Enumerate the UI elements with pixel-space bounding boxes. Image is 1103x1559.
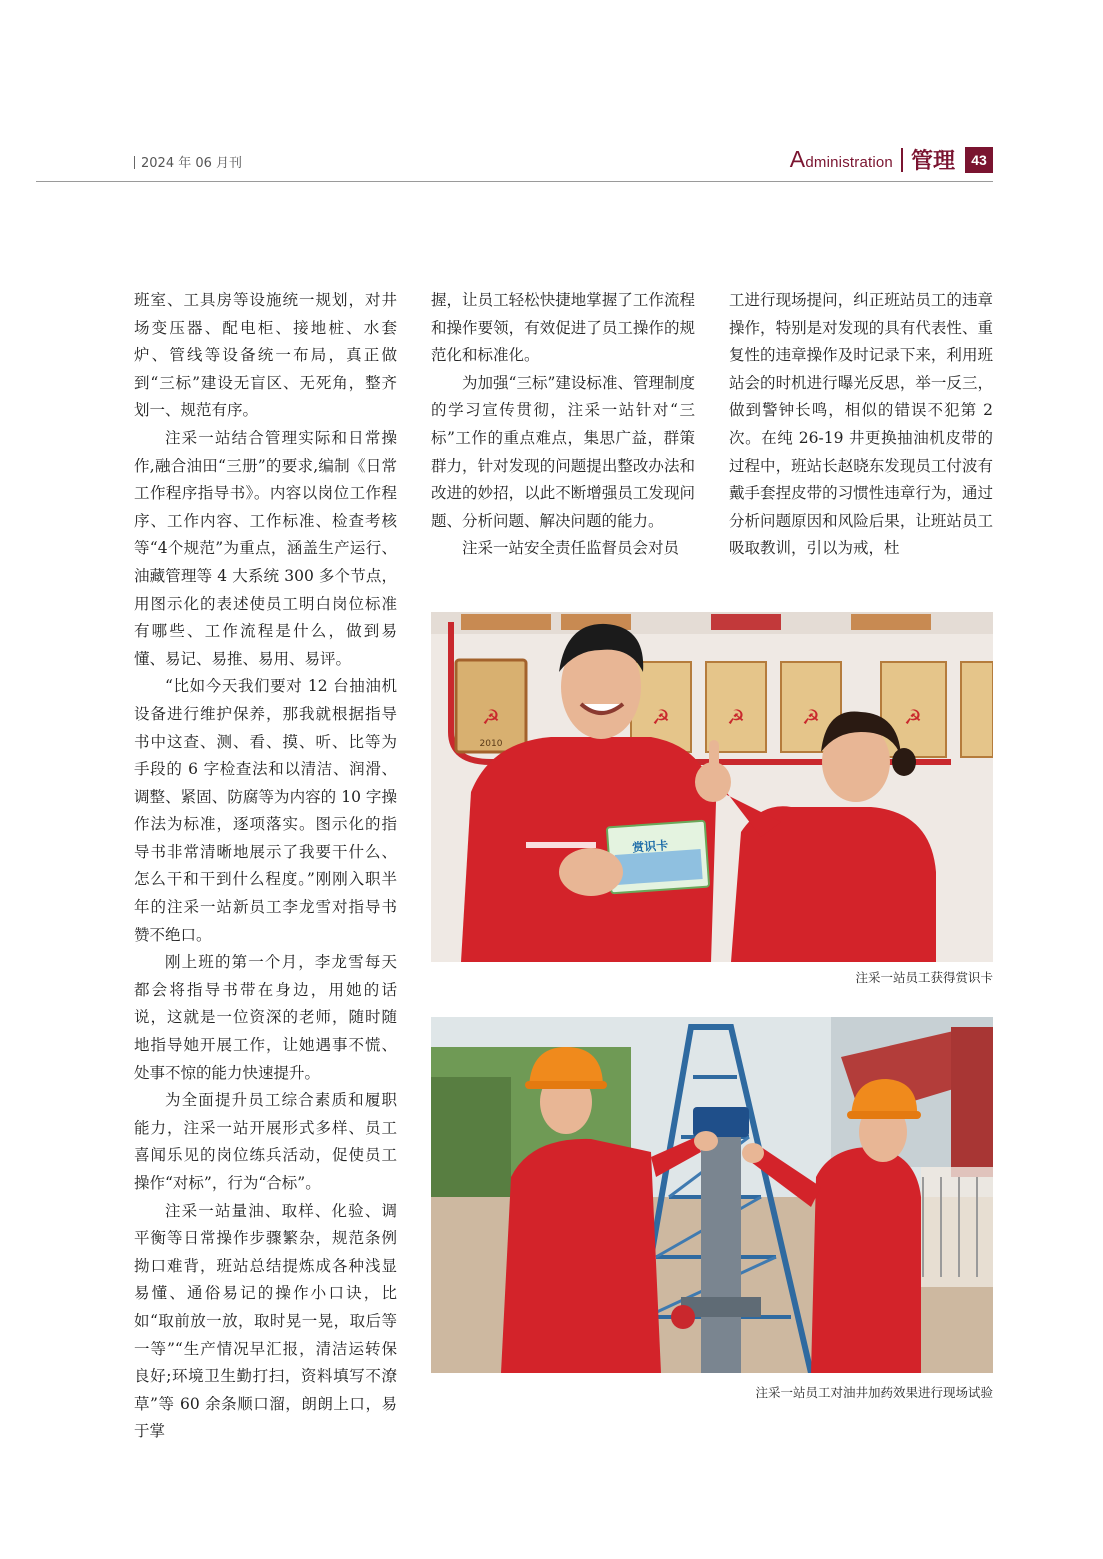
section-title-cn: 管理: [910, 149, 955, 174]
svg-text:☭: ☭: [904, 705, 922, 729]
paragraph: 刚上班的第一个月，李龙雪每天都会将指导书带在身边，用她的话说，这就是一位资深的老师，随时随地指导她开展工作，让她遇事不慌、处事不惊的能力快速提升。: [134, 953, 397, 1082]
paragraph: 工进行现场提问，纠正班站员工的违章操作，特别是对发现的具有代表性、重复性的违章操作及时记录下来，利用班站会的时机进行曝光反思，举一反三，做到警钟长鸣，相似的错误不犯第 2 次。在纯 26-19 井更换抽油机皮带的过程中，班站长赵晓东发现员工付波有戴手套捏皮带的习惯性违章行为，通过分析问题原因和风险后果，让班站员工吸取教训，引以为戒，杜: [729, 291, 993, 558]
text-column-1: [134, 287, 397, 1446]
page-number: 43: [965, 147, 993, 173]
photo-oil-well-test-illustration: [431, 1017, 993, 1373]
issue-label: 2024 年 06 月刊: [141, 156, 243, 171]
paragraph: 为全面提升员工综合素质和履职能力，注采一站开展形式多样、员工喜闻乐见的岗位练兵活动，促使员工操作“对标”，行为“合标”。: [134, 1091, 397, 1192]
photo-appreciation-card-illustration: [431, 612, 993, 962]
issue-divider: [134, 156, 135, 169]
paragraph: 注采一站量油、取样、化验、调平衡等日常操作步骤繁杂，规范条例拗口难背，班站总结提炼成各种浅显易懂、通俗易记的操作小口诀，比如“取前放一放，取时晃一晃，取后等一等”“生产情况早汇报，清洁运转保良好;环境卫生勤打扫，资料填写不潦草”等 60 余条顺口溜，朗朗上口，易于掌: [134, 1201, 397, 1441]
photo-caption-1: 注采一站员工获得赏识卡: [855, 970, 993, 985]
text-column-3: [729, 287, 993, 563]
paragraph: “比如今天我们要对 12 台抽油机设备进行维护保养，那我就根据指导书中这查、测、看、摸、听、比等为手段的 6 字检查法和以清洁、润滑、调整、紧固、防腐等为内容的 10 字操作法为标准，逐项落实。图示化的指导书非常清晰地展示了我要干什么、怎么干和干到什么程度。”刚刚入职半年的注采一站新员工李龙雪对指导书赞不绝口。: [134, 677, 397, 944]
svg-text:☭: ☭: [482, 705, 500, 729]
text-column-2: [431, 287, 695, 563]
svg-text:☭: ☭: [802, 705, 820, 729]
plaque-year: 2010: [479, 739, 503, 749]
svg-text:☭: ☭: [727, 705, 745, 729]
photo-caption-2: 注采一站员工对油井加药效果进行现场试验: [755, 1385, 993, 1400]
section-title-en-rest: dministration: [805, 154, 893, 171]
paragraph: 注采一站安全责任监督员会对员: [462, 539, 680, 558]
photo-oil-well-test: [431, 1017, 993, 1373]
section-title-en: [790, 146, 893, 173]
section-brand: [790, 144, 993, 175]
section-title-en-cap: A: [789, 146, 806, 172]
photo-appreciation-card: [431, 612, 993, 962]
svg-text:☭: ☭: [652, 705, 670, 729]
header-rule: [36, 181, 993, 182]
paragraph: 注采一站结合管理实际和日常操作,融合油田“三册”的要求,编制《日常工作程序指导书》。内容以岗位工作程序、工作内容、工作标准、检查考核等“4个规范”为重点，涵盖生产运行、油藏管理等 4 大系统 300 多个节点，用图示化的表述使员工明白岗位标准有哪些、工作流程是什么，做到易懂、易记、易推、易用、易评。: [134, 428, 397, 668]
paragraph: 班室、工具房等设施统一规划，对井场变压器、配电柜、接地桩、水套炉、管线等设备统一布局，真正做到“三标”建设无盲区、无死角，整齐划一、规范有序。: [134, 291, 397, 420]
paragraph: 为加强“三标”建设标准、管理制度的学习宣传贯彻，注采一站针对“三标”工作的重点难点，集思广益，群策群力，针对发现的问题提出整改办法和改进的妙招，以此不断增强员工发现问题、分析问题、解决问题的能力。: [431, 373, 695, 530]
paragraph: 握，让员工轻松快捷地掌握了工作流程和操作要领，有效促进了员工操作的规范化和标准化。: [431, 291, 695, 365]
brand-divider: [901, 148, 903, 172]
issue-date: [134, 152, 242, 171]
appreciation-card-text: 赏识卡: [631, 838, 669, 855]
